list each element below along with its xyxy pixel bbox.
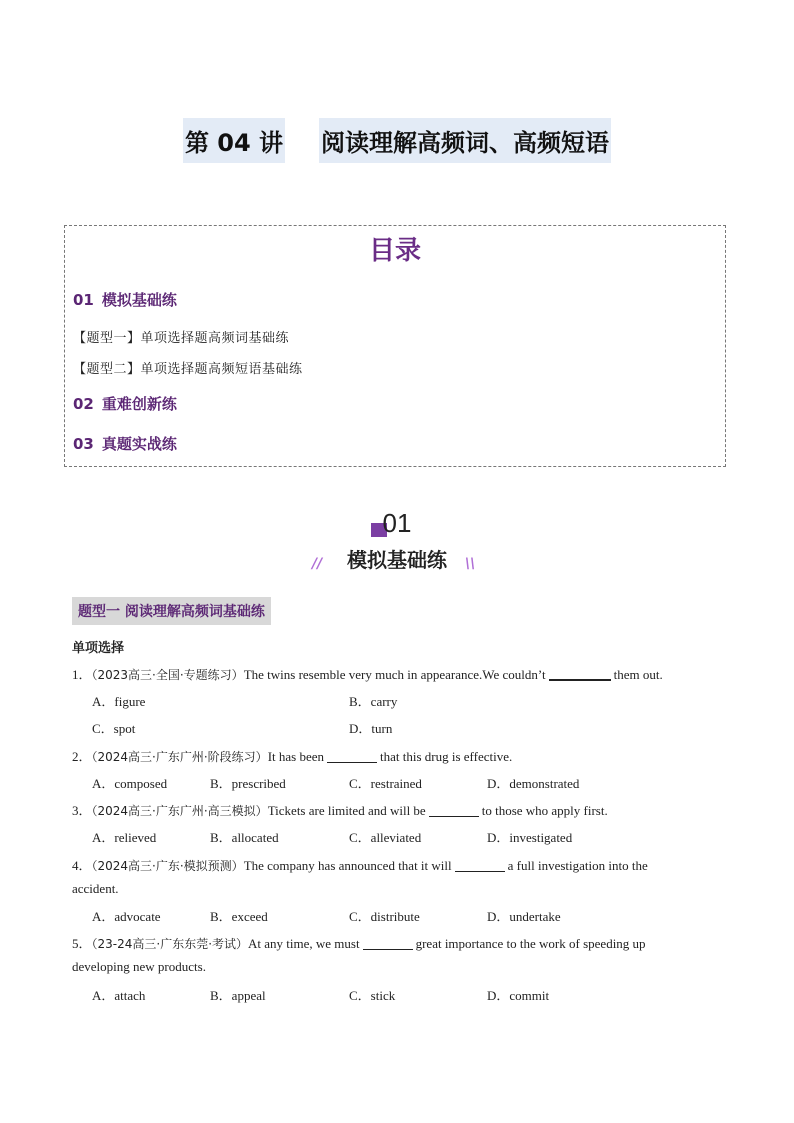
question-1: 1．（2023高三·全国·专题练习）The twins resemble very much in appearance.We couldn’t them out.: [72, 667, 663, 682]
option-b[interactable]: B．allocated: [210, 830, 279, 845]
option-d[interactable]: D．commit: [487, 988, 550, 1003]
toc-item-label: 重难创新练: [101, 395, 177, 413]
option-c[interactable]: C．spot: [92, 721, 136, 736]
option-a[interactable]: A．composed: [92, 776, 168, 791]
section-number: 01: [0, 508, 794, 539]
answer-blank: [429, 816, 479, 817]
answer-blank: [549, 679, 611, 681]
option-c[interactable]: C．restrained: [349, 776, 422, 791]
question-2: 2．（2024高三·广东广州·阶段练习）It has been that this drug is effective.: [72, 749, 513, 764]
option-d[interactable]: D．demonstrated: [487, 776, 580, 791]
table-of-contents: [64, 225, 726, 467]
question-5-continuation: developing new products.: [72, 959, 206, 974]
page-title: [0, 118, 794, 163]
toc-subitem-2[interactable]: 【题型二】单项选择题高频短语基础练: [73, 362, 303, 377]
option-a[interactable]: A．relieved: [92, 830, 157, 845]
toc-item-1[interactable]: [73, 289, 177, 310]
answer-blank: [455, 871, 505, 872]
toc-item-label: 模拟基础练: [101, 291, 177, 309]
option-d[interactable]: D．turn: [349, 721, 393, 736]
type-heading: 题型一 阅读理解高频词基础练: [72, 597, 271, 625]
toc-item-num: 01: [73, 291, 94, 309]
toc-item-num: 03: [73, 435, 94, 453]
right-slash-decoration: \\: [465, 556, 476, 572]
option-a[interactable]: A．attach: [92, 988, 146, 1003]
lecture-number: 第 04 讲: [183, 118, 285, 163]
option-a[interactable]: A．figure: [92, 694, 146, 709]
option-b[interactable]: B．appeal: [210, 988, 266, 1003]
toc-title: 目录: [368, 236, 421, 266]
toc-item-label: 真题实战练: [101, 435, 177, 453]
option-b[interactable]: B．exceed: [210, 909, 268, 924]
toc-item-num: 02: [73, 395, 94, 413]
toc-item-2[interactable]: [73, 393, 177, 414]
answer-blank: [363, 949, 413, 950]
question-3: 3．（2024高三·广东广州·高三模拟）Tickets are limited and will be to those who apply first.: [72, 803, 608, 818]
option-d[interactable]: D．investigated: [487, 830, 573, 845]
question-4-continuation: accident.: [72, 881, 119, 896]
left-slash-decoration: //: [312, 556, 323, 572]
option-d[interactable]: D．undertake: [487, 909, 561, 924]
toc-item-3[interactable]: [73, 433, 177, 454]
option-b[interactable]: B．prescribed: [210, 776, 286, 791]
question-4: 4．（2024高三·广东·模拟预测）The company has announced that it will a full investigation into the: [72, 858, 648, 873]
answer-blank: [327, 762, 377, 763]
section-header: [0, 508, 794, 578]
lecture-title: 阅读理解高频词、高频短语: [319, 118, 611, 163]
question-type-label: 单项选择: [72, 641, 125, 656]
question-5: 5．（23-24高三·广东东莞·考试）At any time, we must great importance to the work of speeding up: [72, 936, 646, 951]
option-a[interactable]: A．advocate: [92, 909, 161, 924]
option-c[interactable]: C．stick: [349, 988, 396, 1003]
option-c[interactable]: C．alleviated: [349, 830, 422, 845]
section-label: 模拟基础练: [339, 544, 455, 573]
toc-subitem-1[interactable]: 【题型一】单项选择题高频词基础练: [73, 331, 290, 346]
option-b[interactable]: B．carry: [349, 694, 398, 709]
option-c[interactable]: C．distribute: [349, 909, 420, 924]
